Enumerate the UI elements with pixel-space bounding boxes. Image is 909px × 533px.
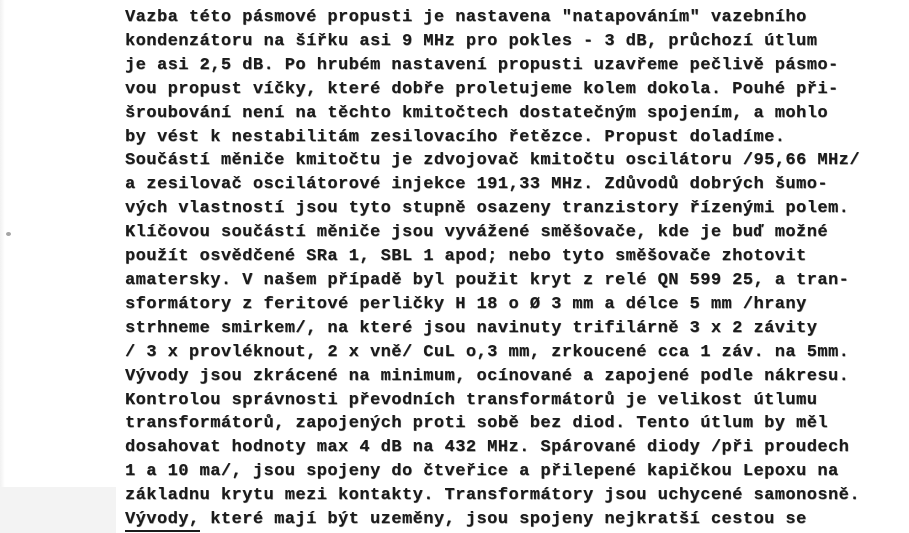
text-segment: by vést k nestabilitám zesilovacího řetězce. Propust doladíme. xyxy=(125,127,786,147)
text-segment: a zesilovač oscilátorové injekce 191,33 MHz. Zdůvodů dobrých šumo- xyxy=(125,175,829,195)
text-segment: šroubování není na těchto kmitočtech dostatečným spojením, a mohlo xyxy=(125,103,829,123)
scan-corner-shade xyxy=(0,487,116,533)
text-segment: amatersky. V našem případě byl použit kryt z relé QN 599 25, a tran- xyxy=(125,270,850,290)
text-segment: dosahovat hodnoty max 4 dB na 432 MHz. Spárované diody /při proudech xyxy=(125,438,850,458)
scan-edge-shade xyxy=(0,0,5,533)
text-line xyxy=(125,269,909,293)
text-segment: použít osvědčené SRa 1, SBL 1 apod; nebo tyto směšovače zhotovit xyxy=(125,247,807,267)
text-line xyxy=(125,149,909,173)
text-line xyxy=(125,484,909,508)
text-line xyxy=(125,197,909,221)
text-segment: strhneme smirkem/, na které jsou navinuty trifilárně 3 x 2 závity xyxy=(125,318,818,338)
text-segment: Součástí měniče kmitočtu je zdvojovač kmitočtu oscilátoru /95,66 MHz/ xyxy=(125,151,860,171)
text-line xyxy=(125,54,909,78)
text-line xyxy=(125,6,909,30)
text-segment: kondenzátoru na šířku asi 9 MHz pro pokles - 3 dB, průchozí útlum xyxy=(125,31,818,51)
text-segment: / 3 x provléknout, 2 x vně/ CuL o,3 mm, zrkoucené cca 1 záv. na 5mm. xyxy=(125,342,850,362)
text-segment: vých vlastností jsou tyto stupně osazeny tranzistory řízenými polem. xyxy=(125,199,850,219)
text-segment: Vývody jsou zkrácené na minimum, ocínované a zapojené podle nákresu. xyxy=(125,366,850,386)
text-line xyxy=(125,293,909,317)
text-segment: Vazba této pásmové propusti je nastavena "natapováním" vazebního xyxy=(125,8,807,27)
text-segment: 1 a 10 ma/, jsou spojeny do čtveřice a přilepené kapičkou Lepoxu na xyxy=(125,462,839,482)
text-segment: transformátorů, zapojených proti sobě bez diod. Tento útlum by měl xyxy=(125,414,829,434)
text-line xyxy=(125,78,909,102)
underlined-text: Vývody, xyxy=(125,510,200,532)
text-line xyxy=(125,221,909,245)
text-line xyxy=(125,173,909,197)
text-segment: Kontrolou správnosti převodních transformátorů je velikost útlumu xyxy=(125,390,818,410)
text-line xyxy=(125,389,909,413)
text-segment: které mají být uzeměny, jsou spojeny nejkratší cestou se xyxy=(199,510,807,530)
text-segment: vou propust víčky, které dobře proletujeme kolem dokola. Pouhé při- xyxy=(125,79,839,99)
text-line xyxy=(125,341,909,365)
text-segment: Klíčovou součástí měniče jsou vyvážené směšovače, kde je buď možné xyxy=(125,223,829,243)
text-line xyxy=(125,365,909,389)
text-line xyxy=(125,436,909,460)
text-line xyxy=(125,126,909,150)
text-segment: základnu krytu mezi kontakty. Transformátory jsou uchycené samonosně. xyxy=(125,486,860,506)
text-segment: sformátory z feritové perličky H 18 o Ø 3 mm a délce 5 mm /hrany xyxy=(125,294,807,314)
text-line xyxy=(125,412,909,436)
scan-speck xyxy=(6,232,11,236)
text-line xyxy=(125,102,909,126)
text-line xyxy=(125,30,909,54)
text-block xyxy=(125,6,909,532)
text-segment: je asi 2,5 dB. Po hrubém nastavení propusti uzavřeme pečlivě pásmo- xyxy=(125,55,839,75)
text-line xyxy=(125,245,909,269)
text-line xyxy=(125,508,909,532)
text-line xyxy=(125,317,909,341)
text-line xyxy=(125,460,909,484)
